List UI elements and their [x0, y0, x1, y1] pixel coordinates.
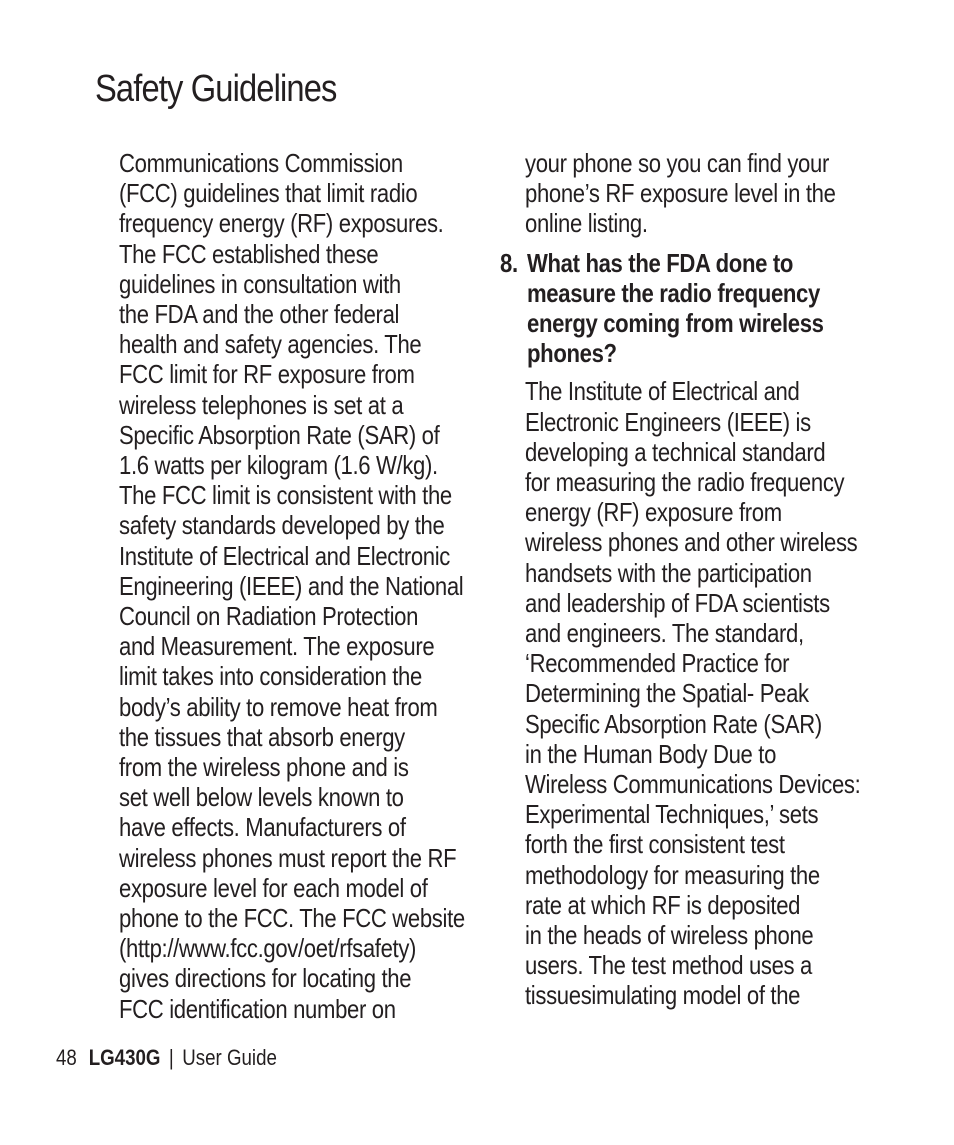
- text-line: Wireless Communications Devices:: [525, 769, 861, 800]
- text-line: Communications Commission: [119, 148, 403, 178]
- right-column: [500, 148, 880, 1011]
- text-line: ‘Recommended Practice for: [525, 648, 790, 679]
- text-line: The Institute of Electrical and: [525, 376, 800, 407]
- text-line: phone to the FCC. The FCC website: [119, 903, 465, 934]
- text-line: FCC limit for RF exposure from: [119, 359, 415, 390]
- text-line: and engineers. The standard,: [525, 618, 804, 649]
- question-8: [500, 248, 880, 369]
- text-line: exposure level for each model of: [119, 872, 428, 903]
- left-column: [119, 148, 479, 1024]
- text-line: safety standards developed by the: [119, 510, 445, 541]
- model-name: LG430G: [88, 1045, 161, 1070]
- text-line: energy coming from wireless: [527, 308, 824, 339]
- text-line: energy (RF) exposure from: [525, 497, 782, 528]
- text-line: health and safety agencies. The: [119, 329, 422, 360]
- text-line: gives directions for locating the: [119, 963, 412, 994]
- text-line: set well below levels known to: [119, 782, 404, 813]
- answer-paragraph: [500, 376, 880, 1010]
- text-line: (http://www.fcc.gov/oet/rfsafety): [119, 933, 417, 964]
- text-line: Electronic Engineers (IEEE) is: [525, 406, 811, 437]
- text-line: Experimental Techniques,’ sets: [525, 799, 819, 830]
- text-line: body’s ability to remove heat from: [119, 691, 438, 722]
- text-line: Specific Absorption Rate (SAR): [525, 708, 822, 739]
- text-line: your phone so you can find your: [525, 148, 829, 178]
- text-line: developing a technical standard: [525, 436, 826, 467]
- text-line: The FCC established these: [119, 238, 379, 269]
- text-line: Council on Radiation Protection: [119, 601, 419, 632]
- text-line: guidelines in consultation with: [119, 268, 401, 299]
- page-title: Safety Guidelines: [95, 68, 337, 110]
- text-line: have effects. Manufacturers of: [119, 812, 406, 843]
- text-line: in the heads of wireless phone: [525, 920, 814, 951]
- question-heading: [500, 248, 880, 369]
- footer-separator: |: [168, 1045, 174, 1070]
- text-line: rate at which RF is deposited: [525, 889, 801, 920]
- text-line: from the wireless phone and is: [119, 752, 409, 783]
- text-line: Determining the Spatial- Peak: [525, 678, 809, 709]
- text-line: and leadership of FDA scientists: [525, 587, 830, 618]
- text-line: wireless phones must report the RF: [119, 842, 457, 873]
- text-line: What has the FDA done to: [527, 247, 794, 278]
- text-line: phones?: [527, 338, 617, 369]
- text-line: in the Human Body Due to: [525, 738, 777, 769]
- question-number: 8.: [500, 247, 518, 278]
- text-line: tissuesimulating model of the: [525, 980, 801, 1011]
- text-line: Engineering (IEEE) and the National: [119, 570, 464, 601]
- text-line: limit takes into consideration the: [119, 661, 422, 692]
- text-line: FCC identification number on: [119, 993, 396, 1024]
- text-line: frequency energy (RF) exposures.: [119, 208, 444, 239]
- text-line: Specific Absorption Rate (SAR) of: [119, 419, 440, 450]
- text-line: for measuring the radio frequency: [525, 467, 845, 498]
- continuation-paragraph: [500, 148, 880, 239]
- text-line: measure the radio frequency: [527, 277, 820, 308]
- text-line: (FCC) guidelines that limit radio: [119, 178, 418, 209]
- text-line: and Measurement. The exposure: [119, 631, 435, 662]
- text-line: Institute of Electrical and Electronic: [119, 540, 451, 571]
- text-line: phone’s RF exposure level in the: [525, 178, 836, 209]
- guide-label: User Guide: [182, 1045, 277, 1070]
- text-line: 1.6 watts per kilogram (1.6 W/kg).: [119, 450, 438, 481]
- text-line: wireless telephones is set at a: [119, 389, 404, 420]
- text-line: methodology for measuring the: [525, 859, 820, 890]
- text-line: the FDA and the other federal: [119, 299, 400, 330]
- text-line: forth the first consistent test: [525, 829, 785, 860]
- text-line: The FCC limit is consistent with the: [119, 480, 452, 511]
- text-line: handsets with the participation: [525, 557, 812, 588]
- text-line: online listing.: [525, 208, 648, 239]
- text-line: wireless phones and other wireless: [525, 527, 858, 558]
- page-number: 48: [56, 1045, 77, 1070]
- page-footer: [56, 1045, 277, 1071]
- text-line: users. The test method uses a: [525, 950, 813, 981]
- text-line: the tissues that absorb energy: [119, 721, 405, 752]
